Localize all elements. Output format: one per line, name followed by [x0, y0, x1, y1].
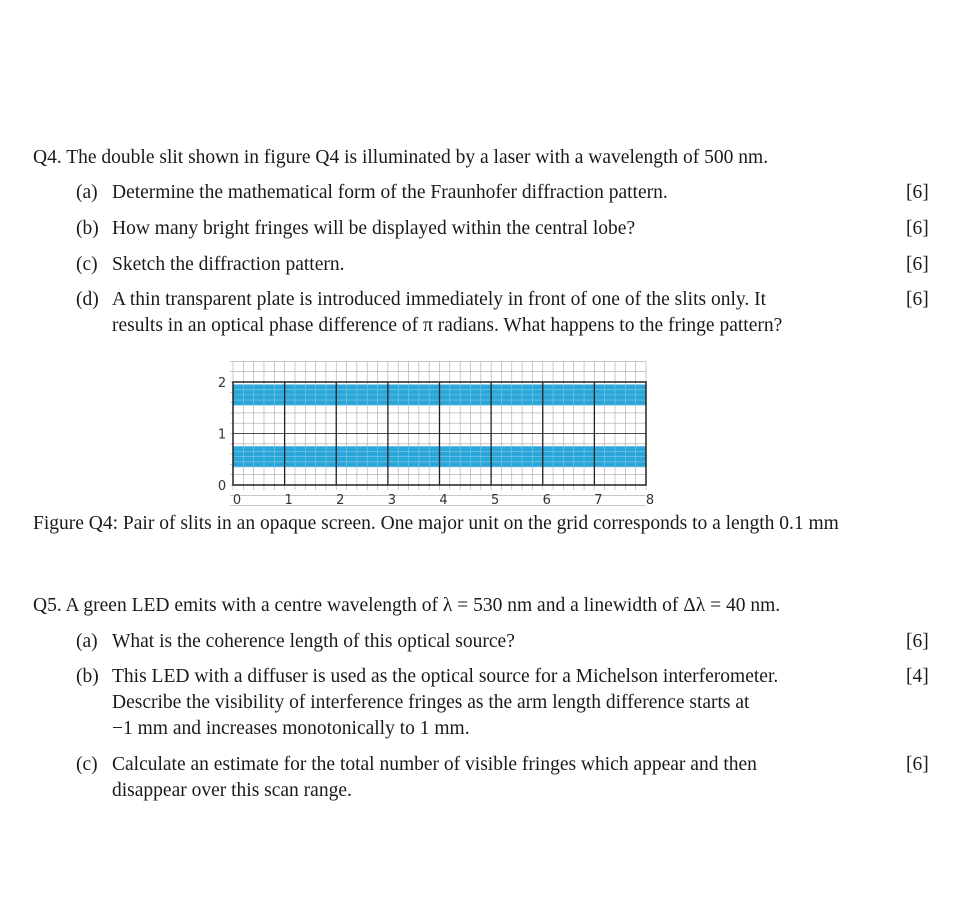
- q5a-marks: [6]: [906, 631, 929, 652]
- q5c-text-line1: Calculate an estimate for the total number of visible fringes which appear and then: [112, 754, 757, 775]
- q4c-label: (c): [76, 254, 98, 275]
- q4b-text: How many bright fringes will be displayed within the central lobe?: [112, 218, 636, 239]
- q4b-marks: [6]: [906, 218, 929, 239]
- q4a-label: (a): [76, 182, 98, 203]
- x-tick-label: 7: [594, 493, 603, 508]
- x-tick-label: 5: [490, 493, 500, 508]
- figure-caption: Figure Q4: Pair of slits in an opaque screen. One major unit on the grid corresponds to a length 0.1 mm: [33, 513, 839, 534]
- q4c-marks: [6]: [906, 254, 929, 275]
- q5b-text-line2: Describe the visibility of interference fringes as the arm length difference starts at: [112, 692, 750, 713]
- y-tick-label: 1: [217, 427, 227, 443]
- q4c-text: Sketch the diffraction pattern.: [112, 254, 345, 275]
- q5c-text-line2: disappear over this scan range.: [112, 780, 352, 801]
- q4b-label: (b): [76, 218, 99, 239]
- q5a-label: (a): [76, 631, 98, 652]
- q4-intro: Q4. The double slit shown in figure Q4 is illuminated by a laser with a wavelength of 500 nm.: [33, 147, 769, 168]
- q5b-label: (b): [76, 666, 99, 687]
- q4a-marks: [6]: [906, 182, 929, 203]
- q4d-text-line2: results in an optical phase difference of π radians. What happens to the fringe pattern?: [112, 315, 783, 336]
- x-tick-label: 1: [284, 493, 293, 508]
- x-tick-label: 0: [232, 493, 242, 508]
- q5c-marks: [6]: [906, 754, 929, 775]
- x-tick-label: 6: [542, 493, 551, 508]
- x-tick-label: 4: [439, 493, 448, 508]
- q5b-text-line3: −1 mm and increases monotonically to 1 mm.: [112, 718, 470, 739]
- q4a-text: Determine the mathematical form of the Fraunhofer diffraction pattern.: [112, 182, 668, 203]
- q5b-text-line1: This LED with a diffuser is used as the optical source for a Michelson interferometer.: [112, 666, 779, 687]
- q5a-text: What is the coherence length of this optical source?: [112, 631, 515, 652]
- q5-intro: Q5. A green LED emits with a centre wavelength of λ = 530 nm and a linewidth of Δλ = 40 nm.: [33, 595, 781, 616]
- q4d-marks: [6]: [906, 289, 929, 310]
- y-tick-label: 2: [217, 376, 227, 391]
- q4d-label: (d): [76, 289, 99, 310]
- q5c-label: (c): [76, 754, 98, 775]
- q5b-marks: [4]: [906, 666, 929, 687]
- y-tick-label: 0: [217, 479, 227, 494]
- x-tick-label: 8: [645, 493, 655, 508]
- q4d-text-line1: A thin transparent plate is introduced immediately in front of one of the slits only. It: [112, 289, 767, 310]
- x-tick-label: 2: [336, 493, 345, 508]
- x-tick-label: 3: [387, 493, 397, 508]
